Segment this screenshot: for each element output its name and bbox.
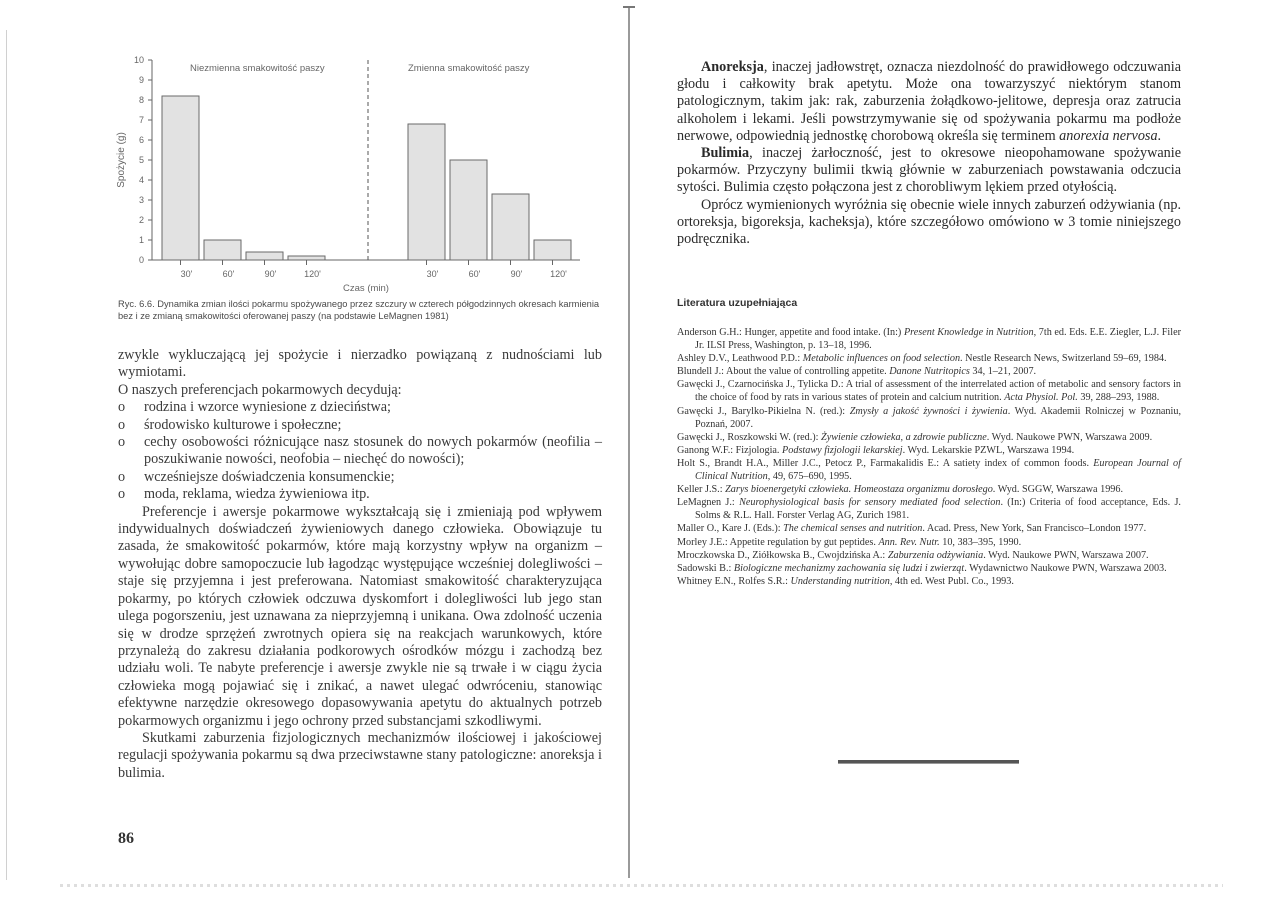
reference-title: Zarys bioenergetyki człowieka. Homeostaza organizmu dorosłego (725, 484, 993, 496)
reference-title: Danone Nutritopics (889, 366, 970, 378)
reference-text: Anderson G.H.: Hunger, appetite and food intake. (In:) (677, 327, 904, 338)
left-page-body (118, 347, 602, 782)
preference-list (118, 399, 602, 503)
reference-text: Gawęcki J., Barylko-Pikielna N. (red.): (677, 405, 850, 417)
list-item: o rodzina i wzorce wyniesione z dzieciństwa; (118, 399, 602, 416)
reference-text: LeMagnen J.: (677, 497, 740, 509)
reference-text: , 4th ed. West Publ. Co., 1993. (889, 575, 1014, 587)
reference-text: Keller J.S.: (677, 484, 726, 496)
reference-title: Zaburzenia odżywiania (887, 549, 984, 561)
reference-text: 39, 288–293, 1988. (1077, 392, 1160, 404)
text: . (1157, 127, 1162, 144)
bar-chart (110, 55, 580, 295)
text: , inaczej jadłowstręt, oznacza niezdolność do prawidłowego odczuwania głodu i całkowity brak apetytu. Może ona towarzyszyć niektórym stanom patologicznym, takim jak: rak, zaburzenia żołądkowo-jelitowe, depresja oraz zatrucia alkoholem i lekami. Jeśli powstrzymywanie się od spożywania pokarmu ma podłoże nerwowe, odpowiednią jednostkę chorobową określa się terminem (677, 59, 1181, 144)
reference-item (677, 326, 1181, 352)
reference-text: Mroczkowska D., Ziółkowska B., Cwojdzińska A.: (677, 549, 888, 561)
bar (450, 160, 487, 260)
end-rule (838, 760, 1019, 764)
reference-text: Ganong W.F.: Fizjologia. (677, 444, 783, 456)
y-tick-label: 6 (138, 135, 144, 145)
paragraph: Preferencje i awersje pokarmowe wykształcają się i zmieniają pod wpływem indywidualnych doświadczeń żywieniowych danego człowieka. Obowiązuje tu zasada, że smakowitość pokarmów, które mają korzystny wpływ na organizm – wywołując dobre samopoczucie lub łagodząc występujące wcześniej dolegliwości – staje się przyjemna i jest preferowana. Natomiast smakowitość charakteryzująca pokarmy, po których człowiek odczuwa dyskomfort i dolegliwości lub jego stan ulega pogorszeniu, jest uznawana za nieprzyjemną i unikana. Owa zdolność uczenia się w drodze sprzężeń zwrotnych opiera się na reakcjach warunkowych, które przynależą do zakresu działania podkorowych ośrodków mózgu i zachodzą bez udziału woli. Te nabyte preferencje i awersje zwykle nie są trwałe i w ciągu życia człowieka mogą pojawiać się i znikać, a nawet ulegać odwróceniu, stanowiąc efektywne narzędzie okresowego dopasowywania apetytu do aktualnych potrzeb pokarmowych organizmu i jego ochrony przed substancjami szkodliwymi. (118, 503, 602, 729)
group-label: Zmienna smakowitość paszy (408, 63, 530, 74)
bar (408, 124, 445, 260)
reference-text: . Wydawnictwo Naukowe PWN, Warszawa 2003. (964, 562, 1167, 574)
reference-text: Blundell J.: About the value of controlling appetite. (677, 366, 890, 378)
reference-item (677, 536, 1181, 549)
reference-text: . (In:) Criteria of food acceptance, Eds. J. Solms & R.L. Hall. Forster Verlag AG, Zurich 1981. (695, 497, 1181, 522)
reference-title: Żywienie człowieka, a zdrowie publiczne (821, 431, 987, 443)
reference-text: . Wyd. Naukowe PWN, Warszawa 2009. (986, 431, 1153, 443)
reference-text: Gawęcki J., Roszkowski W. (red.): (677, 431, 822, 443)
reference-text: , 49, 675–690, 1995. (767, 471, 852, 483)
reference-item (677, 496, 1181, 522)
reference-title: Podstawy fizjologii lekarskiej (782, 444, 903, 456)
reference-title: Ann. Rev. Nutr. (878, 536, 940, 548)
reference-text: . Wyd. Lekarskie PZWL, Warszawa 1994. (902, 444, 1075, 456)
reference-title: Present Knowledge in Nutrition (903, 327, 1034, 338)
reference-text: . Wyd. Akademii Rolniczej w Poznaniu, Poznań, 2007. (695, 405, 1181, 430)
reference-text: Sadowski B.: (677, 562, 734, 574)
reference-item (677, 405, 1181, 431)
reference-item (677, 483, 1181, 496)
y-tick-label: 7 (138, 115, 144, 125)
reference-title: Neurophysiological basis for sensory mediated food selection (739, 497, 1001, 509)
y-tick-label: 10 (133, 55, 144, 65)
x-tick-label: 60' (222, 269, 235, 279)
x-tick-label: 90' (264, 269, 277, 279)
bar (162, 96, 199, 260)
bar (288, 256, 325, 260)
reference-text: Holt S., Brandt H.A., Miller J.C., Petocz P., Farmakalidis E.: A satiety index of common foods. (677, 457, 1094, 469)
reference-text: . Wyd. Naukowe PWN, Warszawa 2007. (983, 549, 1149, 561)
x-tick-label: 120' (304, 269, 321, 279)
references-list (677, 326, 1181, 588)
figure-chart (110, 55, 580, 295)
paragraph-anoreksja (677, 59, 1181, 145)
reference-title: Biologiczne mechanizmy zachowania się ludzi i zwierząt (733, 562, 965, 574)
reference-title: Zmysły a jakość żywności i żywienia (849, 405, 1008, 417)
bar (246, 252, 283, 260)
y-tick-label: 8 (138, 95, 144, 105)
reference-text: Maller O., Kare J. (Eds.): (677, 523, 784, 535)
y-tick-label: 2 (138, 215, 144, 225)
x-tick-label: 120' (550, 269, 567, 279)
italic-term: anorexia nervosa (1059, 127, 1158, 144)
paragraph: Skutkami zaburzenia fizjologicznych mechanizmów ilościowej i jakościowej regulacji spożywania pokarmu są dwa przeciwstawne stany patologiczne: anoreksja i bulimia. (118, 729, 602, 781)
y-tick-label: 4 (138, 175, 144, 185)
paragraph: Oprócz wymienionych wyróżnia się obecnie wiele innych zaburzeń odżywiania (np. ortoreksja, bigoreksja, kacheksja), które szczegółowo omówiono w 3 tomie niniejszego podręcznika. (677, 196, 1181, 248)
reference-title: The chemical senses and nutrition (783, 523, 923, 535)
x-tick-label: 90' (510, 269, 523, 279)
text: , inaczej żarłoczność, jest to okresowe nieopohamowane spożywanie pokarmów. Przyczyny bulimii tkwią głównie w zaburzeniach powstawania odczucia sytości. Bulimia często połączona jest z chorobliwym lękiem przed otyłością. (677, 145, 1181, 196)
reference-title: European Journal of Clinical Nutrition (695, 457, 1181, 483)
term: Bulimia (701, 145, 750, 162)
reference-text: 10, 383–395, 1990. (939, 536, 1022, 548)
x-tick-label: 30' (426, 269, 439, 279)
term: Anoreksja (701, 59, 764, 75)
list-item: o wcześniejsze doświadczenia konsumenckie; (118, 469, 602, 486)
reference-text: , 7th ed. Eds. E.E. Ziegler, L.J. Filer Jr. ILSI Press, Washington, p. 13–18, 1996. (695, 327, 1182, 352)
figure-caption (118, 299, 602, 322)
list-item: o moda, reklama, wiedza żywieniowa itp. (118, 486, 602, 503)
bar (534, 240, 571, 260)
right-page-body (677, 59, 1181, 248)
reference-item (677, 575, 1181, 588)
scan-noise (60, 884, 1223, 887)
x-tick-label: 30' (180, 269, 193, 279)
reference-text: . Wyd. SGGW, Warszawa 1996. (992, 484, 1124, 496)
x-axis-label: Czas (min) (343, 283, 389, 294)
reference-title: Acta Physiol. Pol. (1004, 392, 1078, 404)
y-tick-label: 3 (138, 195, 144, 205)
bar (204, 240, 241, 260)
book-spine (628, 8, 630, 878)
reference-item (677, 444, 1181, 457)
reference-item (677, 352, 1181, 365)
references-heading: Literatura uzupełniająca (677, 297, 798, 309)
y-tick-label: 0 (138, 255, 144, 265)
bar (492, 194, 529, 260)
reference-item (677, 431, 1181, 444)
y-tick-label: 9 (138, 75, 144, 85)
paragraph: zwykle wykluczającą jej spożycie i nierzadko powiązaną z nudnościami lub wymiotami. (118, 347, 602, 381)
group-label: Niezmienna smakowitość paszy (190, 63, 325, 74)
list-item: o środowisko kulturowe i społeczne; (118, 417, 602, 434)
caption-text: Dynamika zmian ilości pokarmu spożywanego przez szczury w czterech półgodzinnych okresach karmienia bez i ze zmianą smakowitości oferowanej paszy (na podstawie LeMagnen 1981) (118, 299, 600, 321)
reference-text: Ashley D.V., Leathwood P.D.: (677, 353, 803, 365)
reference-item (677, 378, 1181, 404)
reference-text: 34, 1–21, 2007. (969, 366, 1037, 378)
reference-item (677, 522, 1181, 535)
paragraph: O naszych preferencjach pokarmowych decydują: (118, 381, 402, 398)
reference-item (677, 562, 1181, 575)
reference-text: Gawęcki J., Czarnocińska J., Tylicka D.: A trial of assessment of the interrelated action of metabolic and sensory factors in the choice of food by rats in various states of protein and calcium nutrition. (677, 379, 1181, 404)
caption-label: Ryc. 6.6. (118, 299, 155, 309)
reference-text: . Acad. Press, New York, San Francisco–London 1977. (922, 523, 1147, 535)
page-edge (6, 30, 7, 880)
page-number: 86 (118, 830, 134, 847)
reference-title: Understanding nutrition (790, 575, 890, 587)
y-tick-label: 5 (138, 155, 144, 165)
reference-text: . Nestle Research News, Switzerland 59–69, 1984. (960, 353, 1167, 365)
reference-title: Metabolic influences on food selection (802, 353, 961, 365)
y-tick-label: 1 (138, 235, 144, 245)
reference-item (677, 457, 1181, 483)
reference-text: Morley J.E.: Appetite regulation by gut peptides. (677, 536, 879, 548)
y-axis-label: Spożycie (g) (116, 132, 127, 188)
reference-text: Whitney E.N., Rolfes S.R.: (677, 575, 791, 587)
list-item: o cechy osobowości różnicujące nasz stosunek do nowych pokarmów (neofilia – poszukiwanie nowości, neofobia – niechęć do nowości); (118, 434, 602, 469)
x-tick-label: 60' (468, 269, 481, 279)
paragraph-bulimia (677, 145, 1181, 197)
reference-item (677, 549, 1181, 562)
reference-item (677, 365, 1181, 378)
